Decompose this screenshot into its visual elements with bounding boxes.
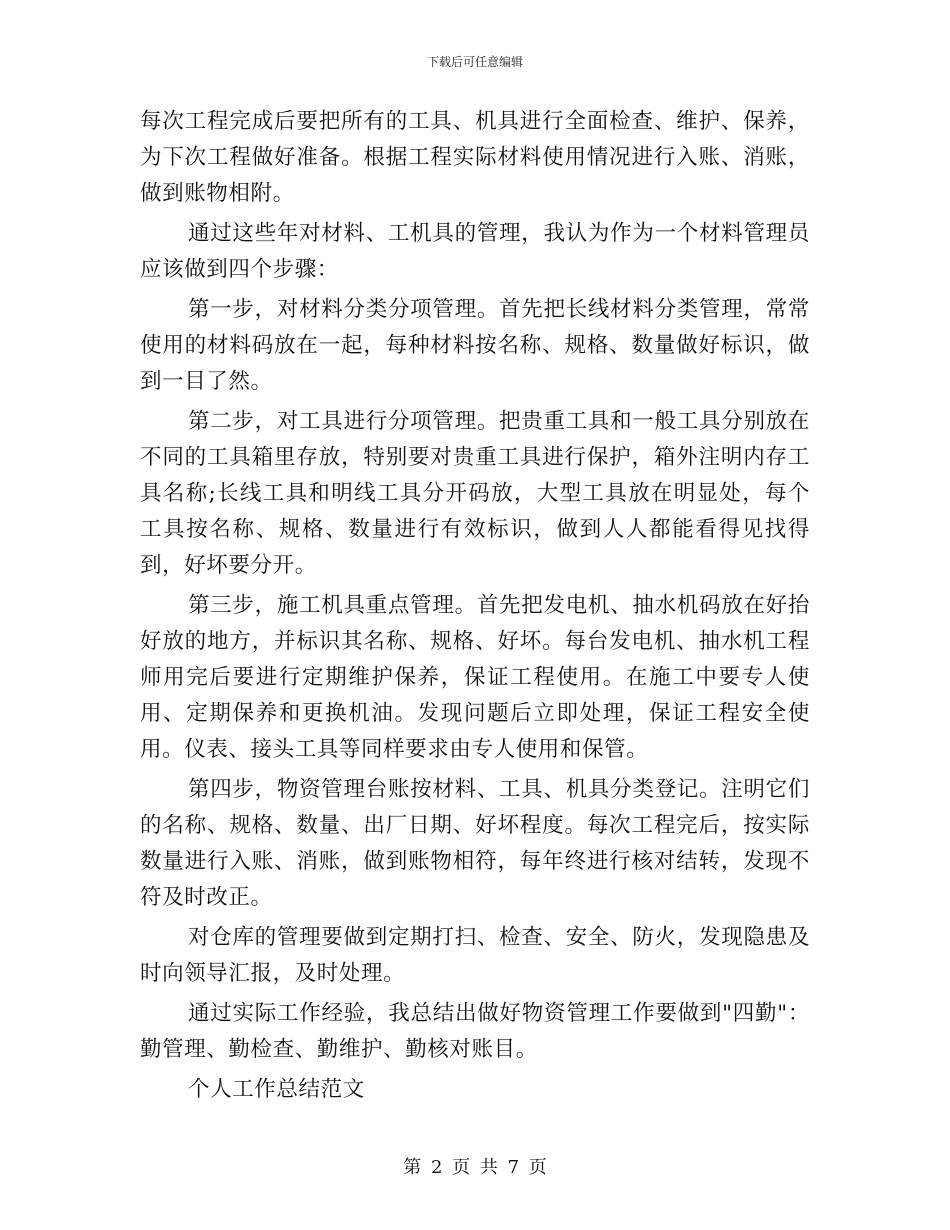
paragraph: 通过这些年对材料、工机具的管理，我认为作为一个材料管理员应该做到四个步骤： <box>140 221 810 282</box>
page-header: 下载后可任意编辑 <box>426 55 523 69</box>
paragraph: 第三步，施工机具重点管理。首先把发电机、抽水机码放在好抬好放的地方，并标识其名称、规格、好坏。每台发电机、抽水机工程师用完后要进行定期维护保养，保证工程使用。在施工中要专人使用、定期保养和更换机油。发现问题后立即处理，保证工程安全使用。仪表、接头工具等同样要求由专人使用和保管。 <box>140 593 810 762</box>
page-number: 第 2 页 共 7 页 <box>403 1157 547 1178</box>
section-heading: 个人工作总结范文 <box>188 1077 365 1102</box>
paragraph: 每次工程完成后要把所有的工具、机具进行全面检查、维护、保养，为下次工程做好准备。根据工程实际材料使用情况进行入账、消账，做到账物相附。 <box>140 109 810 206</box>
document-body <box>140 104 810 1112</box>
paragraph: 第二步，对工具进行分项管理。把贵重工具和一般工具分别放在不同的工具箱里存放，特别要对贵重工具进行保护，箱外注明内存工具名称;长线工具和明线工具分开码放，大型工具放在明显处，每个工具按名称、规格、数量进行有效标识，做到人人都能看得见找得到，好坏要分开。 <box>140 409 810 578</box>
paragraph: 第四步，物资管理台账按材料、工具、机具分类登记。注明它们的名称、规格、数量、出厂日期、好坏程度。每次工程完后，按实际数量进行入账、消账，做到账物相符，每年终进行核对结转，发现不符及时改正。 <box>140 777 810 910</box>
paragraph: 对仓库的管理要做到定期打扫、检查、安全、防火，发现隐患及时向领导汇报，及时处理。 <box>140 925 810 986</box>
paragraph: 第一步，对材料分类分项管理。首先把长线材料分类管理，常常使用的材料码放在一起，每种材料按名称、规格、数量做好标识，做到一目了然。 <box>140 297 810 394</box>
paragraph: 通过实际工作经验，我总结出做好物资管理工作要做到"四勤"：勤管理、勤检查、勤维护、勤核对账目。 <box>140 1001 810 1062</box>
